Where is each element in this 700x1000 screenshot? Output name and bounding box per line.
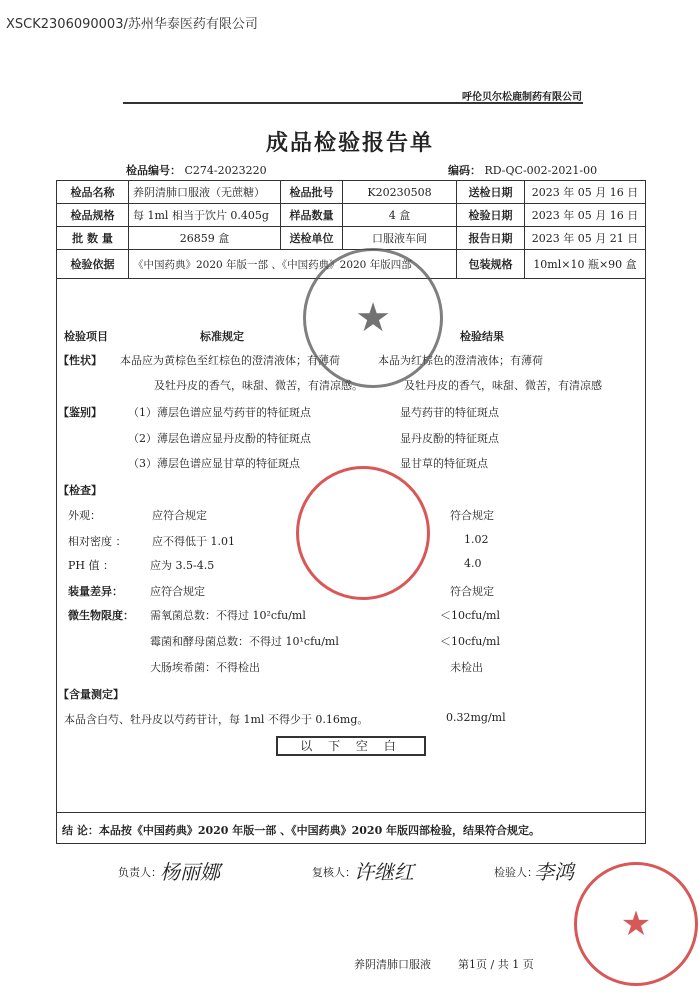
section-identify: 【鉴别】 [58, 406, 102, 419]
table-cell: K20230508 [343, 181, 457, 204]
identify-standard: （2）薄层色谱应显丹皮酚的特征斑点 [128, 432, 311, 445]
microbe-result: ＜10cfu/ml [440, 609, 500, 622]
check-item-name: 外观： [68, 509, 101, 522]
document-reference: XSCK2306090003/苏州华泰医药有限公司 [6, 17, 258, 32]
table-cell: 检品批号 [281, 181, 343, 204]
check-item-result: 1.02 [464, 533, 489, 546]
conclusion: 结 论：本品按《中国药典》2020 年版一部 、《中国药典》2020 年版四部检验，结果符合规定。 [62, 824, 541, 837]
check-item-name: 相对密度 ： [68, 535, 127, 548]
table-cell: 2023 年 05 月 16 日 [525, 204, 646, 227]
check-item-standard: 应为 3.5-4.5 [150, 559, 215, 572]
table-cell: 口服液车间 [343, 227, 457, 250]
table-cell: 每 1ml 相当于饮片 0.405g [129, 204, 281, 227]
table-row [57, 181, 646, 204]
identify-result: 显丹皮酚的特征斑点 [400, 432, 499, 445]
table-cell: 报告日期 [457, 227, 525, 250]
conclusion-divider [56, 812, 646, 813]
document-code [448, 162, 597, 178]
table-cell: 检验依据 [57, 250, 129, 279]
microbe-standard: 大肠埃希菌：不得检出 [150, 661, 260, 674]
table-cell: 包装规格 [457, 250, 525, 279]
table-cell: 送检单位 [281, 227, 343, 250]
table-cell: 送检日期 [457, 181, 525, 204]
report-number-label: 检品编号： [126, 164, 181, 177]
company-stamp [574, 862, 698, 986]
table-cell: 检验日期 [457, 204, 525, 227]
identify-result: 显芍药苷的特征斑点 [400, 406, 499, 419]
company-name: 呼伦贝尔松鹿制药有限公司 [462, 92, 582, 103]
star-icon: ★ [355, 295, 391, 341]
section-traits: 【性状】 [58, 354, 102, 367]
table-cell: 2023 年 05 月 16 日 [525, 181, 646, 204]
traits-result: 本品为红棕色的澄清液体；有薄荷 [378, 354, 543, 367]
document-code-label: 编码： [448, 164, 481, 177]
quality-stamp [296, 466, 430, 600]
responsible-signature: 杨丽娜 [160, 860, 220, 884]
table-cell: 检品名称 [57, 181, 129, 204]
inspector-signature: 李鸿 [534, 860, 574, 884]
check-item-standard: 应符合规定 [152, 509, 207, 522]
table-cell: 样品数量 [281, 204, 343, 227]
microbe-standard: 需氧菌总数：不得过 10²cfu/ml [150, 609, 306, 622]
traits-standard: 及牡丹皮的香气，味甜、微苦，有清凉感。 [154, 379, 363, 392]
table-cell: 4 盒 [343, 204, 457, 227]
table-cell: 10ml×10 瓶×90 盒 [525, 250, 646, 279]
column-standard: 标准规定 [200, 330, 244, 343]
traits-standard: 本品应为黄棕色至红棕色的澄清液体；有薄荷 [120, 354, 340, 367]
table-cell: 检品规格 [57, 204, 129, 227]
inspection-seal [303, 248, 443, 388]
identify-standard: （1）薄层色谱应显芍药苷的特征斑点 [128, 406, 311, 419]
check-item-standard: 应符合规定 [150, 585, 205, 598]
microbe-result: 未检出 [450, 661, 483, 674]
microbe-label: 微生物限度： [68, 609, 134, 622]
end-mark: 以 下 空 白 [276, 736, 426, 756]
check-item-standard: 应不得低于 1.01 [152, 535, 235, 548]
column-result: 检验结果 [460, 330, 504, 343]
report-number-value: C274-2023220 [184, 164, 267, 177]
microbe-result: ＜10cfu/ml [440, 635, 500, 648]
check-item-result: 符合规定 [450, 509, 494, 522]
microbe-standard: 霉菌和酵母菌总数：不得过 10¹cfu/ml [150, 635, 339, 648]
section-check: 【检查】 [58, 484, 102, 497]
section-assay: 【含量测定】 [58, 688, 124, 701]
page-title: 成品检验报告单 [265, 131, 434, 156]
check-item-name: PH 值 ： [68, 559, 114, 572]
document-code-value: RD-QC-002-2021-00 [484, 164, 598, 177]
report-number [126, 162, 267, 178]
traits-result: 及牡丹皮的香气，味甜、微苦，有清凉感 [404, 379, 602, 392]
star-icon: ★ [620, 904, 652, 944]
table-row [57, 227, 646, 250]
table-cell: 26859 盒 [129, 227, 281, 250]
check-item-name: 装量差异： [68, 585, 123, 598]
reviewer-signature: 许继红 [354, 860, 414, 884]
identify-result: 显甘草的特征斑点 [400, 457, 488, 470]
assay-standard: 本品含白芍、牡丹皮以芍药苷计，每 1ml 不得少于 0.16mg。 [64, 713, 369, 726]
identify-standard: （3）薄层色谱应显甘草的特征斑点 [128, 457, 300, 470]
check-item-result: 符合规定 [450, 585, 494, 598]
reviewer-label: 复核人： [312, 866, 356, 879]
responsible-label: 负责人： [118, 866, 162, 879]
table-row [57, 204, 646, 227]
column-item: 检验项目 [64, 330, 108, 343]
assay-result: 0.32mg/ml [446, 711, 506, 724]
table-cell: 养阴清肺口服液（无蔗糖） [129, 181, 281, 204]
footer-page: 第1页 / 共 1 页 [458, 958, 534, 971]
table-cell: 《中国药典》2020 年版一部 、《中国药典》2020 年版四部 [129, 250, 457, 279]
check-item-result: 4.0 [464, 557, 482, 570]
table-cell: 2023 年 05 月 21 日 [525, 227, 646, 250]
table-cell: 批 数 量 [57, 227, 129, 250]
footer-product: 养阴清肺口服液 [354, 958, 431, 971]
inspector-label: 检验人： [494, 866, 538, 879]
header-divider [123, 102, 583, 104]
